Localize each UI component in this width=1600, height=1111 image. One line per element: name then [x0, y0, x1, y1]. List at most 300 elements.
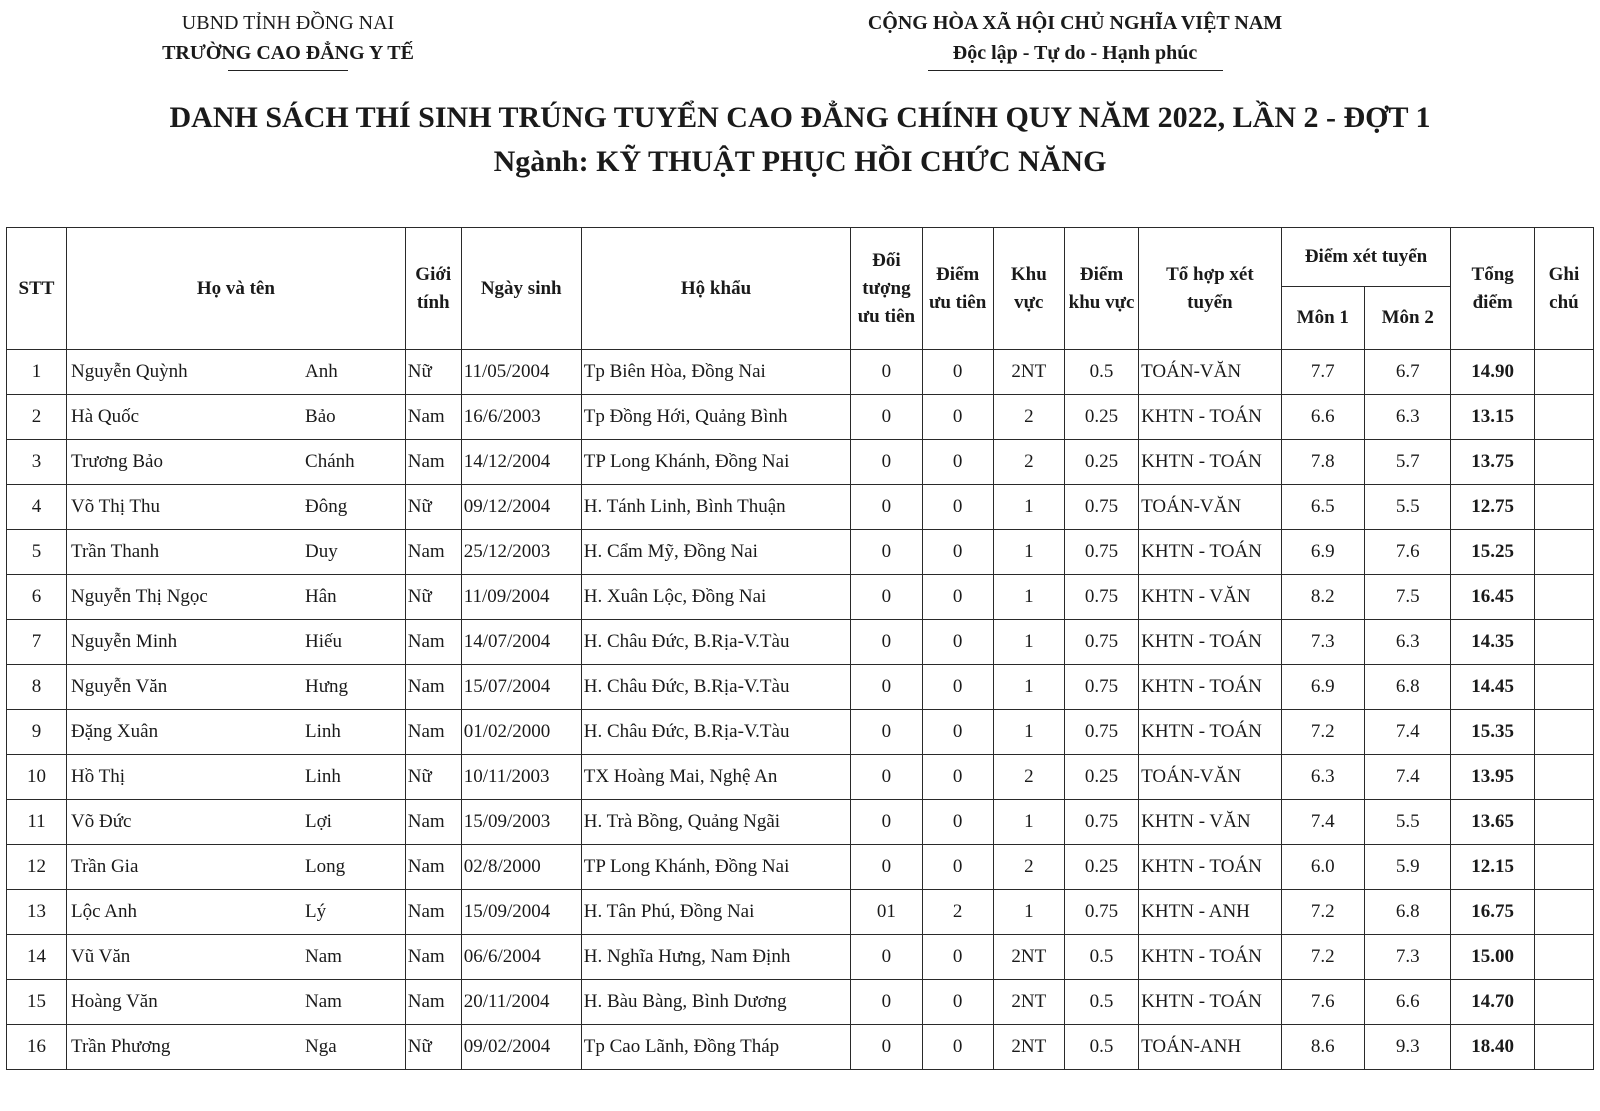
row-priority-score: 0: [922, 1025, 993, 1070]
row-total: 14.35: [1451, 620, 1534, 665]
row-total: 12.15: [1451, 845, 1534, 890]
row-total: 13.95: [1451, 755, 1534, 800]
row-surname-middle: Nguyễn Thị Ngọc: [71, 586, 208, 607]
table-row: [7, 890, 1594, 935]
row-combination: TOÁN-VĂN: [1139, 350, 1281, 395]
row-dob: 15/09/2003: [461, 800, 581, 845]
row-note: [1534, 845, 1593, 890]
col-header-gender: Giới tính: [405, 228, 461, 350]
row-residence: H. Bàu Bàng, Bình Dương: [581, 980, 851, 1025]
row-full-name: [67, 575, 406, 620]
row-gender: Nam: [405, 620, 461, 665]
row-stt: 11: [7, 800, 67, 845]
table-row: [7, 935, 1594, 980]
table-row: [7, 710, 1594, 755]
row-subject-1: 7.3: [1281, 620, 1364, 665]
row-stt: 4: [7, 485, 67, 530]
row-dob: 10/11/2003: [461, 755, 581, 800]
row-combination: KHTN - VĂN: [1139, 575, 1281, 620]
row-full-name: [67, 935, 406, 980]
row-full-name: [67, 440, 406, 485]
row-subject-2: 7.6: [1364, 530, 1450, 575]
row-subject-1: 6.5: [1281, 485, 1364, 530]
row-region-score: 0.25: [1064, 755, 1138, 800]
row-subject-1: 7.4: [1281, 800, 1364, 845]
row-priority-group: 0: [851, 800, 922, 845]
row-subject-2: 9.3: [1364, 1025, 1450, 1070]
row-residence: H. Cẩm Mỹ, Đồng Nai: [581, 530, 851, 575]
row-subject-2: 5.5: [1364, 485, 1450, 530]
row-stt: 6: [7, 575, 67, 620]
row-subject-2: 5.7: [1364, 440, 1450, 485]
row-surname-middle: Võ Đức: [71, 811, 132, 832]
row-surname-middle: Nguyễn Quỳnh: [71, 361, 188, 382]
row-priority-score: 0: [922, 755, 993, 800]
row-total: 12.75: [1451, 485, 1534, 530]
row-gender: Nam: [405, 890, 461, 935]
row-dob: 20/11/2004: [461, 980, 581, 1025]
row-stt: 3: [7, 440, 67, 485]
row-region: 1: [993, 710, 1064, 755]
row-combination: TOÁN-VĂN: [1139, 755, 1281, 800]
row-subject-1: 6.3: [1281, 755, 1364, 800]
row-note: [1534, 935, 1593, 980]
row-given-name: Hiếu: [305, 631, 342, 652]
nation-motto: Độc lập - Tự do - Hạnh phúc: [952, 42, 1198, 64]
row-stt: 9: [7, 710, 67, 755]
row-priority-group: 0: [851, 710, 922, 755]
row-region: 1: [993, 800, 1064, 845]
row-full-name: [67, 890, 406, 935]
row-combination: KHTN - TOÁN: [1139, 935, 1281, 980]
col-header-priority-score: Điểm ưu tiên: [922, 228, 993, 350]
row-region-score: 0.75: [1064, 710, 1138, 755]
row-full-name: [67, 755, 406, 800]
row-dob: 01/02/2000: [461, 710, 581, 755]
row-region-score: 0.5: [1064, 1025, 1138, 1070]
row-combination: KHTN - TOÁN: [1139, 980, 1281, 1025]
row-gender: Nam: [405, 530, 461, 575]
row-region: 2NT: [993, 350, 1064, 395]
row-priority-score: 0: [922, 530, 993, 575]
row-given-name: Nam: [305, 991, 342, 1012]
row-priority-score: 0: [922, 485, 993, 530]
row-note: [1534, 530, 1593, 575]
row-priority-group: 0: [851, 575, 922, 620]
row-total: 14.70: [1451, 980, 1534, 1025]
row-residence: H. Châu Đức, B.Rịa-V.Tàu: [581, 620, 851, 665]
col-header-stt: STT: [7, 228, 67, 350]
row-surname-middle: Trần Thanh: [71, 541, 160, 562]
row-priority-score: 0: [922, 800, 993, 845]
row-dob: 14/07/2004: [461, 620, 581, 665]
row-subject-2: 5.5: [1364, 800, 1450, 845]
row-residence: Tp Cao Lãnh, Đồng Tháp: [581, 1025, 851, 1070]
row-gender: Nữ: [405, 755, 461, 800]
row-region: 2NT: [993, 980, 1064, 1025]
row-stt: 12: [7, 845, 67, 890]
row-gender: Nam: [405, 800, 461, 845]
motto-underline: [928, 70, 1223, 71]
row-subject-2: 7.3: [1364, 935, 1450, 980]
table-row: [7, 440, 1594, 485]
row-note: [1534, 710, 1593, 755]
row-gender: Nam: [405, 440, 461, 485]
row-region: 2: [993, 755, 1064, 800]
row-subject-1: 7.8: [1281, 440, 1364, 485]
row-region: 1: [993, 575, 1064, 620]
row-total: 15.35: [1451, 710, 1534, 755]
col-header-residence: Hộ khẩu: [581, 228, 851, 350]
row-subject-2: 6.3: [1364, 395, 1450, 440]
row-subject-1: 7.6: [1281, 980, 1364, 1025]
row-full-name: [67, 530, 406, 575]
org-line-2: TRƯỜNG CAO ĐẲNG Y TẾ: [162, 42, 414, 64]
row-dob: 02/8/2000: [461, 845, 581, 890]
row-surname-middle: Nguyễn Minh: [71, 631, 178, 652]
row-full-name: [67, 665, 406, 710]
row-note: [1534, 980, 1593, 1025]
row-region: 1: [993, 890, 1064, 935]
row-gender: Nam: [405, 980, 461, 1025]
row-surname-middle: Hoàng Văn: [71, 991, 158, 1012]
row-region-score: 0.5: [1064, 935, 1138, 980]
row-subject-2: 6.8: [1364, 890, 1450, 935]
row-region: 2: [993, 440, 1064, 485]
row-given-name: Lợi: [305, 811, 332, 832]
row-stt: 7: [7, 620, 67, 665]
row-combination: KHTN - ANH: [1139, 890, 1281, 935]
row-priority-score: 0: [922, 665, 993, 710]
row-gender: Nam: [405, 935, 461, 980]
row-region: 1: [993, 620, 1064, 665]
col-header-dob: Ngày sinh: [461, 228, 581, 350]
row-priority-group: 0: [851, 665, 922, 710]
row-residence: H. Nghĩa Hưng, Nam Định: [581, 935, 851, 980]
row-given-name: Linh: [305, 766, 341, 787]
row-given-name: Anh: [305, 361, 338, 382]
row-dob: 06/6/2004: [461, 935, 581, 980]
row-subject-1: 6.9: [1281, 665, 1364, 710]
row-note: [1534, 350, 1593, 395]
row-full-name: [67, 710, 406, 755]
row-dob: 11/09/2004: [461, 575, 581, 620]
row-combination: KHTN - TOÁN: [1139, 620, 1281, 665]
row-stt: 15: [7, 980, 67, 1025]
col-header-name: Họ và tên: [67, 228, 406, 350]
row-priority-group: 0: [851, 845, 922, 890]
row-note: [1534, 575, 1593, 620]
table-row: [7, 845, 1594, 890]
row-total: 14.45: [1451, 665, 1534, 710]
col-header-subject-1: Môn 1: [1281, 287, 1364, 350]
admission-table: [6, 227, 1594, 1070]
row-stt: 8: [7, 665, 67, 710]
table-row: [7, 530, 1594, 575]
row-priority-score: 0: [922, 440, 993, 485]
row-dob: 09/12/2004: [461, 485, 581, 530]
row-note: [1534, 440, 1593, 485]
row-note: [1534, 665, 1593, 710]
row-surname-middle: Vũ Văn: [71, 946, 131, 967]
row-total: 18.40: [1451, 1025, 1534, 1070]
row-priority-score: 0: [922, 710, 993, 755]
org-line-1: UBND TỈNH ĐỒNG NAI: [181, 12, 395, 34]
row-given-name: Linh: [305, 721, 341, 742]
row-subject-2: 5.9: [1364, 845, 1450, 890]
row-full-name: [67, 800, 406, 845]
row-priority-group: 0: [851, 530, 922, 575]
row-note: [1534, 800, 1593, 845]
row-stt: 2: [7, 395, 67, 440]
col-header-note: Ghi chú: [1534, 228, 1593, 350]
row-stt: 5: [7, 530, 67, 575]
row-gender: Nam: [405, 395, 461, 440]
row-region: 2NT: [993, 1025, 1064, 1070]
row-gender: Nam: [405, 845, 461, 890]
row-combination: KHTN - VĂN: [1139, 800, 1281, 845]
row-note: [1534, 485, 1593, 530]
row-subject-1: 6.9: [1281, 530, 1364, 575]
row-region-score: 0.75: [1064, 800, 1138, 845]
col-header-region-score: Điểm khu vực: [1064, 228, 1138, 350]
row-priority-group: 0: [851, 350, 922, 395]
row-region-score: 0.75: [1064, 890, 1138, 935]
row-given-name: Duy: [305, 541, 338, 562]
table-row: [7, 350, 1594, 395]
row-region-score: 0.75: [1064, 530, 1138, 575]
row-given-name: Đông: [305, 496, 348, 517]
row-total: 15.00: [1451, 935, 1534, 980]
row-note: [1534, 755, 1593, 800]
row-surname-middle: Nguyễn Văn: [71, 676, 168, 697]
row-priority-score: 0: [922, 350, 993, 395]
row-total: 13.75: [1451, 440, 1534, 485]
table-body: [7, 350, 1594, 1070]
document-title: [0, 96, 1600, 184]
row-region: 2: [993, 395, 1064, 440]
nation-line-1: CỘNG HÒA XÃ HỘI CHỦ NGHĨA VIỆT NAM: [867, 12, 1283, 34]
row-priority-group: 0: [851, 440, 922, 485]
row-subject-1: 7.2: [1281, 935, 1364, 980]
row-combination: TOÁN-VĂN: [1139, 485, 1281, 530]
row-full-name: [67, 620, 406, 665]
row-given-name: Chánh: [305, 451, 355, 472]
table-row: [7, 800, 1594, 845]
row-total: 16.75: [1451, 890, 1534, 935]
row-priority-group: 0: [851, 1025, 922, 1070]
row-combination: KHTN - TOÁN: [1139, 395, 1281, 440]
row-residence: TP Long Khánh, Đồng Nai: [581, 440, 851, 485]
title-line-2: Ngành: KỸ THUẬT PHỤC HỒI CHỨC NĂNG: [493, 145, 1107, 178]
row-priority-group: 0: [851, 935, 922, 980]
row-gender: Nữ: [405, 350, 461, 395]
row-gender: Nữ: [405, 485, 461, 530]
row-region: 1: [993, 485, 1064, 530]
row-combination: KHTN - TOÁN: [1139, 710, 1281, 755]
table-row: [7, 620, 1594, 665]
row-subject-1: 7.2: [1281, 890, 1364, 935]
row-given-name: Lý: [305, 901, 327, 922]
row-subject-1: 7.2: [1281, 710, 1364, 755]
row-dob: 11/05/2004: [461, 350, 581, 395]
row-subject-2: 6.6: [1364, 980, 1450, 1025]
row-region-score: 0.25: [1064, 395, 1138, 440]
row-region-score: 0.5: [1064, 980, 1138, 1025]
row-subject-2: 7.4: [1364, 755, 1450, 800]
row-stt: 16: [7, 1025, 67, 1070]
row-priority-group: 0: [851, 620, 922, 665]
org-underline: [228, 70, 348, 71]
row-full-name: [67, 1025, 406, 1070]
row-subject-1: 6.6: [1281, 395, 1364, 440]
row-given-name: Hân: [305, 586, 337, 607]
table-row: [7, 1025, 1594, 1070]
row-priority-score: 0: [922, 980, 993, 1025]
col-header-admission-scores: Điểm xét tuyển: [1281, 228, 1451, 287]
row-combination: KHTN - TOÁN: [1139, 440, 1281, 485]
row-residence: TX Hoàng Mai, Nghệ An: [581, 755, 851, 800]
row-priority-score: 0: [922, 620, 993, 665]
row-residence: TP Long Khánh, Đồng Nai: [581, 845, 851, 890]
issuing-organization: [118, 8, 458, 71]
row-priority-group: 0: [851, 980, 922, 1025]
row-region: 2NT: [993, 935, 1064, 980]
row-subject-1: 8.2: [1281, 575, 1364, 620]
col-header-subject-2: Môn 2: [1364, 287, 1450, 350]
row-priority-group: 0: [851, 485, 922, 530]
row-surname-middle: Lộc Anh: [71, 901, 137, 922]
row-full-name: [67, 395, 406, 440]
row-priority-score: 0: [922, 845, 993, 890]
col-header-priority-group: Đối tượng ưu tiên: [851, 228, 922, 350]
row-combination: KHTN - TOÁN: [1139, 845, 1281, 890]
row-subject-2: 7.5: [1364, 575, 1450, 620]
row-priority-score: 2: [922, 890, 993, 935]
row-residence: H. Xuân Lộc, Đồng Nai: [581, 575, 851, 620]
table-row: [7, 485, 1594, 530]
row-dob: 14/12/2004: [461, 440, 581, 485]
row-residence: Tp Đồng Hới, Quảng Bình: [581, 395, 851, 440]
row-stt: 1: [7, 350, 67, 395]
row-surname-middle: Đặng Xuân: [71, 721, 159, 742]
row-total: 15.25: [1451, 530, 1534, 575]
col-header-combination: Tổ hợp xét tuyển: [1139, 228, 1281, 350]
row-surname-middle: Hồ Thị: [71, 766, 126, 787]
row-total: 14.90: [1451, 350, 1534, 395]
row-subject-1: 6.0: [1281, 845, 1364, 890]
table-header-row: [7, 228, 1594, 287]
row-subject-2: 6.3: [1364, 620, 1450, 665]
row-stt: 13: [7, 890, 67, 935]
row-note: [1534, 1025, 1593, 1070]
row-dob: 09/02/2004: [461, 1025, 581, 1070]
row-full-name: [67, 485, 406, 530]
row-subject-2: 6.8: [1364, 665, 1450, 710]
row-given-name: Nga: [305, 1036, 337, 1057]
row-gender: Nữ: [405, 575, 461, 620]
col-header-total: Tổng điểm: [1451, 228, 1534, 350]
row-surname-middle: Trần Phương: [71, 1036, 171, 1057]
row-stt: 14: [7, 935, 67, 980]
row-total: 13.65: [1451, 800, 1534, 845]
row-gender: Nam: [405, 710, 461, 755]
row-subject-1: 8.6: [1281, 1025, 1364, 1070]
row-priority-group: 0: [851, 395, 922, 440]
row-priority-group: 0: [851, 755, 922, 800]
table-row: [7, 395, 1594, 440]
row-residence: H. Trà Bồng, Quảng Ngãi: [581, 800, 851, 845]
row-surname-middle: Trần Gia: [71, 856, 139, 877]
row-residence: H. Tân Phú, Đồng Nai: [581, 890, 851, 935]
table-row: [7, 980, 1594, 1025]
row-region-score: 0.75: [1064, 665, 1138, 710]
row-residence: H. Châu Đức, B.Rịa-V.Tàu: [581, 710, 851, 755]
row-full-name: [67, 845, 406, 890]
row-residence: Tp Biên Hòa, Đồng Nai: [581, 350, 851, 395]
table-row: [7, 755, 1594, 800]
row-given-name: Long: [305, 856, 346, 877]
col-header-region: Khu vực: [993, 228, 1064, 350]
row-region: 2: [993, 845, 1064, 890]
row-note: [1534, 620, 1593, 665]
row-residence: H. Châu Đức, B.Rịa-V.Tàu: [581, 665, 851, 710]
row-region-score: 0.75: [1064, 485, 1138, 530]
row-region-score: 0.75: [1064, 575, 1138, 620]
row-note: [1534, 395, 1593, 440]
row-region: 1: [993, 665, 1064, 710]
row-gender: Nữ: [405, 1025, 461, 1070]
row-surname-middle: Trương Bảo: [71, 451, 163, 472]
row-surname-middle: Võ Thị Thu: [71, 496, 161, 517]
row-total: 13.15: [1451, 395, 1534, 440]
row-dob: 15/07/2004: [461, 665, 581, 710]
row-region-score: 0.75: [1064, 620, 1138, 665]
table-row: [7, 665, 1594, 710]
row-priority-group: 01: [851, 890, 922, 935]
row-combination: KHTN - TOÁN: [1139, 530, 1281, 575]
row-priority-score: 0: [922, 395, 993, 440]
row-given-name: Hưng: [305, 676, 349, 697]
row-subject-1: 7.7: [1281, 350, 1364, 395]
row-given-name: Bảo: [305, 406, 336, 427]
row-region-score: 0.25: [1064, 845, 1138, 890]
row-given-name: Nam: [305, 946, 342, 967]
row-full-name: [67, 980, 406, 1025]
title-line-1: DANH SÁCH THÍ SINH TRÚNG TUYỂN CAO ĐẲNG CHÍNH QUY NĂM 2022, LẦN 2 - ĐỢT 1: [169, 101, 1431, 134]
table-row: [7, 575, 1594, 620]
row-priority-score: 0: [922, 575, 993, 620]
row-subject-2: 7.4: [1364, 710, 1450, 755]
row-total: 16.45: [1451, 575, 1534, 620]
row-residence: H. Tánh Linh, Bình Thuận: [581, 485, 851, 530]
row-region-score: 0.5: [1064, 350, 1138, 395]
row-region-score: 0.25: [1064, 440, 1138, 485]
row-combination: KHTN - TOÁN: [1139, 665, 1281, 710]
row-full-name: [67, 350, 406, 395]
row-surname-middle: Hà Quốc: [71, 406, 140, 427]
row-dob: 16/6/2003: [461, 395, 581, 440]
row-dob: 25/12/2003: [461, 530, 581, 575]
row-priority-score: 0: [922, 935, 993, 980]
row-combination: TOÁN-ANH: [1139, 1025, 1281, 1070]
national-heading: [815, 8, 1335, 71]
row-region: 1: [993, 530, 1064, 575]
row-stt: 10: [7, 755, 67, 800]
row-gender: Nam: [405, 665, 461, 710]
row-dob: 15/09/2004: [461, 890, 581, 935]
row-subject-2: 6.7: [1364, 350, 1450, 395]
